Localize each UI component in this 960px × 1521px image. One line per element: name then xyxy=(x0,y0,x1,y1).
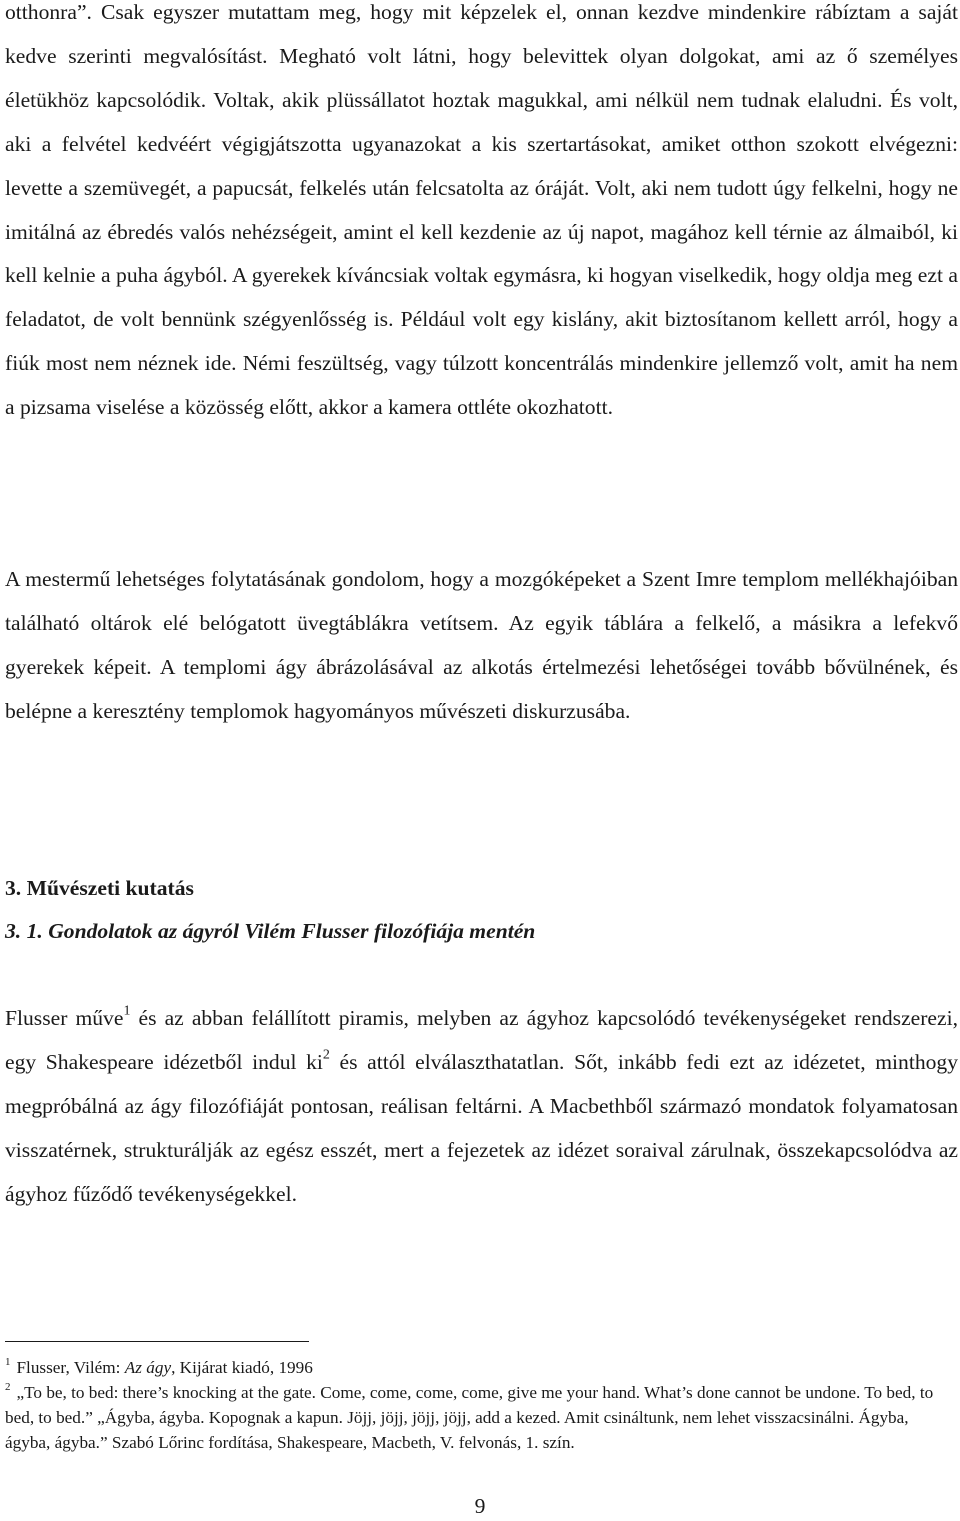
footnote-1 xyxy=(5,1355,955,1380)
section-heading: 3. Művészeti kutatás xyxy=(5,876,194,900)
footnote-text: „To be, to bed: there’s knocking at the gate. Come, come, come, come, give me your hand. What’s done cannot be undone. To bed, to bed, to bed.” „Ágyba, ágyba. Kopognak a kapun. Jöjj, jöjj, jöjj, jöjj, add a kezed. Amit csináltunk, nem lehet visszacsinálni. Ágyba, ágyba, ágyba.” Szabó Lőrinc fordítása, Shakespeare, Macbeth, V. felvonás, 1. szín. xyxy=(5,1383,934,1453)
footnote-text: Flusser, Vilém: xyxy=(16,1358,125,1377)
page-number: 9 xyxy=(474,1494,486,1518)
body-paragraph-1: otthonra”. Csak egyszer mutattam meg, hogy mit képzelek el, onnan kezdve mindenkire rábíztam a saját kedve szerinti megvalósítást. Megható volt látni, hogy belevittek olyan dolgokat, ami az ő személyes életükhöz kapcsolódik. Voltak, akik plüssállatot hoztak magukkal, ami nélkül nem tudnak elaludni. És volt, aki a felvétel kedvéért végigjátszotta ugyanazokat a kis szertartásokat, amiket otthon szokott elvégezni: levette a szemüvegét, a papucsát, felkelés után felcsatolta az óráját. Volt, aki nem tudott úgy felkelni, hogy ne imitálná az ébredés valós nehézségeit, amint el kell kezdenie az új napot, magához kell térnie az álmaiból, ki kell kelnie a puha ágyból. A gyerekek kíváncsiak voltak egymásra, ki hogyan viselkedik, hogy oldja meg ezt a feladatot, de volt bennünk szégyenlősség is. Például volt egy kislány, akit biztosítanom kellett arról, hogy a fiúk most nem néznek ide. Némi feszültség, vagy túlzott koncentrálás mindenkire jellemző volt, amit ha nem a pizsama viselése a közösség előtt, akkor a kamera ottléte okozhatott. xyxy=(5,0,958,420)
footnote-ref-1[interactable]: 1 xyxy=(123,1003,131,1019)
paragraph-text: Flusser műve xyxy=(5,1006,124,1030)
footnote-number: 1 xyxy=(5,1356,11,1369)
footnote-separator xyxy=(5,1341,309,1342)
paragraph-text: és attól elválaszthatatlan. Sőt, inkább fedi ezt az idézetet, minthogy megpróbálná az ágy filozófiáját pontosan, reálisan feltárni. A Macbethből származó mondatok folyamatosan visszatérnek, strukturálják az egész esszét, mert a fejezetek az idézet soraival zárulnak, összekapcsolódva az ágyhoz fűződő tevékenységekkel. xyxy=(5,1049,959,1206)
footnote-number: 2 xyxy=(5,1381,11,1394)
footnote-ref-2[interactable]: 2 xyxy=(322,1047,330,1063)
subsection-heading: 3. 1. Gondolatok az ágyról Vilém Flusser filozófiája mentén xyxy=(5,919,536,943)
book-title: Az ágy xyxy=(124,1358,172,1377)
body-paragraph-3 xyxy=(5,997,958,1217)
paragraph-text: és az abban felállított piramis, melyben az ágyhoz kapcsolódó tevékenységeket rendszerezi, egy Shakespeare idézetből indul ki xyxy=(5,1006,958,1074)
body-paragraph-2: A mestermű lehetséges folytatásának gondolom, hogy a mozgóképeket a Szent Imre templom mellékhajóiban található oltárok elé belógatott üvegtáblákra vetítsem. Az egyik táblára a felkelő, a másikra a lefekvő gyerekek képeit. A templomi ágy ábrázolásával az alkotás értelmezési lehetőségei tovább bővülnének, és belépne a keresztény templomok hagyományos művészeti diskurzusába. xyxy=(5,567,958,723)
footnote-2 xyxy=(5,1380,955,1456)
footnote-text: , Kijárat kiadó, 1996 xyxy=(171,1358,313,1377)
